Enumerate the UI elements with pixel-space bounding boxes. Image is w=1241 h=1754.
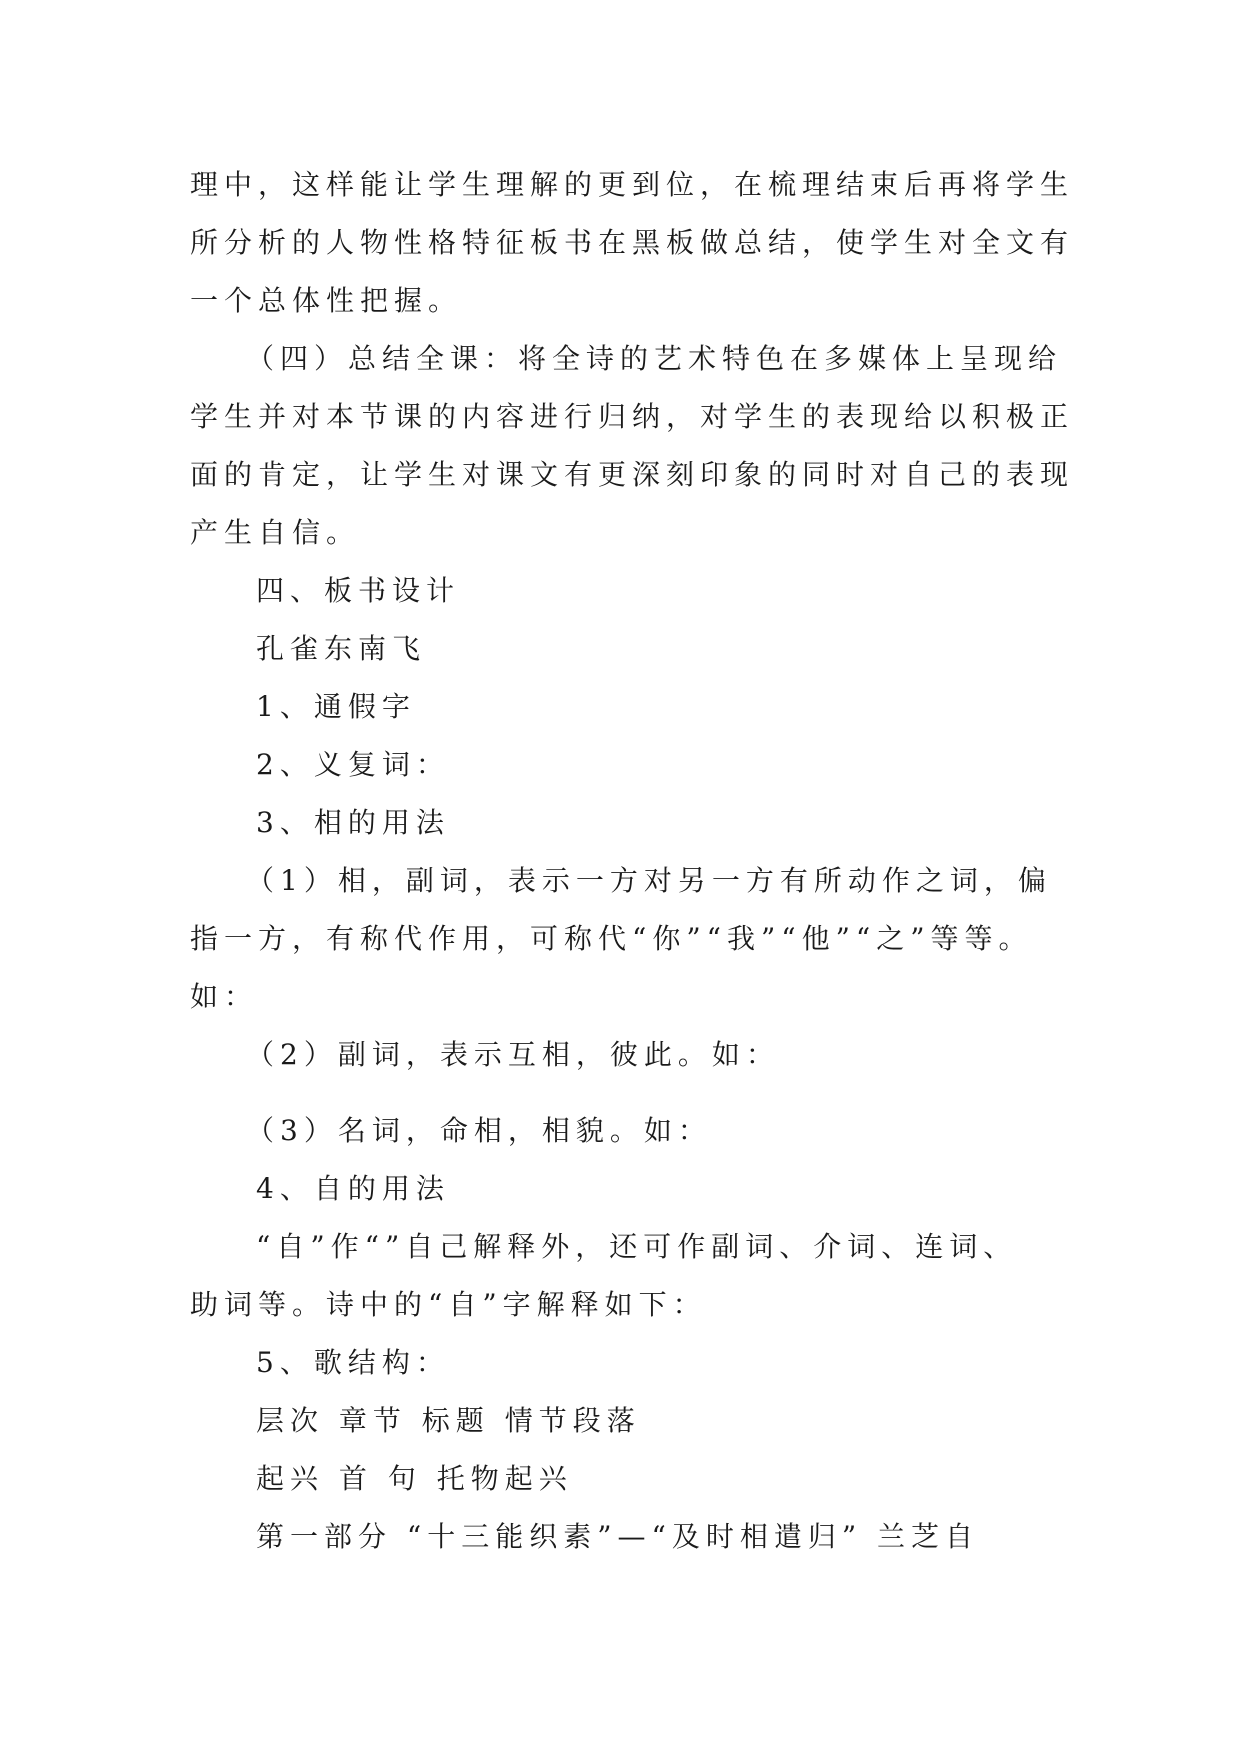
text-line: （四）总结全课：将全诗的艺术特色在多媒体上呈现给 [246, 342, 1063, 375]
text-line: 助词等。诗中的“自”字解释如下： [190, 1288, 707, 1321]
text-line: “自”作“”自己解释外，还可作副词、介词、连词、 [256, 1230, 1018, 1263]
list-item: 1、通假字 [256, 690, 416, 723]
list-item: 3、相的用法 [256, 806, 450, 839]
structure-row: 起兴 首 句 托物起兴 [256, 1462, 573, 1495]
text-line: （1）相，副词，表示一方对另一方有所动作之词，偏 [246, 864, 1052, 897]
text-line: 一个总体性把握。 [190, 284, 463, 317]
structure-row: 层次 章节 标题 情节段落 [256, 1404, 641, 1437]
text-line: （3）名词，命相，相貌。如： [246, 1114, 712, 1147]
text-line: 理中，这样能让学生理解的更到位，在梳理结束后再将学生 [190, 168, 1075, 201]
text-line: 产生自信。 [190, 516, 361, 549]
text-line: （2）副词，表示互相，彼此。如： [246, 1038, 780, 1071]
list-item: 4、自的用法 [256, 1172, 450, 1205]
text-line: 如： [190, 980, 259, 1013]
blackboard-title: 孔雀东南飞 [256, 632, 427, 665]
text-line: 面的肯定，让学生对课文有更深刻印象的同时对自己的表现 [190, 458, 1075, 491]
text-line: 指一方，有称代作用，可称代“你”“我”“他”“之”等等。 [190, 922, 1033, 955]
list-item: 2、义复词： [256, 748, 450, 781]
text-line: 学生并对本节课的内容进行归纳，对学生的表现给以积极正 [190, 400, 1075, 433]
section-heading: 四、板书设计 [256, 574, 461, 607]
structure-row: 第一部分 “十三能织素”—“及时相遣归” 兰芝自 [256, 1520, 980, 1553]
list-item: 5、歌结构： [256, 1346, 450, 1379]
text-line: 所分析的人物性格特征板书在黑板做总结，使学生对全文有 [190, 226, 1075, 259]
